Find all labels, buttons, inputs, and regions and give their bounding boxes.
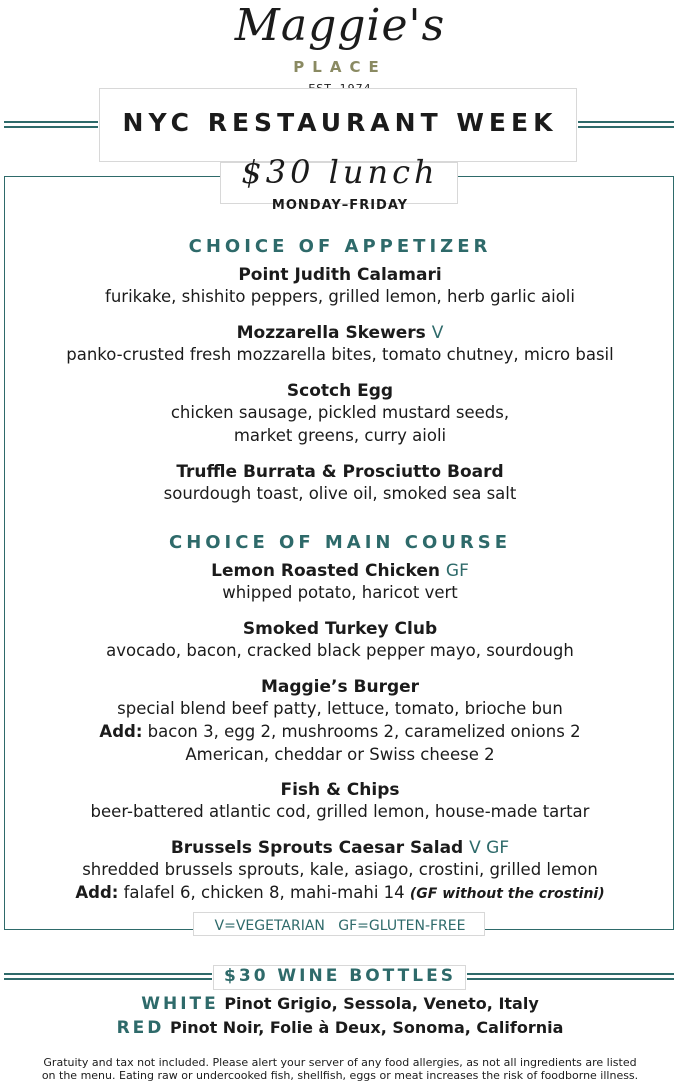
wine-white-text: Pinot Grigio, Sessola, Veneto, Italy [224,994,539,1013]
page-title: NYC RESTAURANT WEEK [122,108,558,137]
menu-item [0,561,680,604]
appetizer-heading: CHOICE OF APPETIZER [188,236,492,257]
menu-item [0,677,680,766]
item-description: special blend beef patty, lettuce, tomato, brioche bun [117,699,563,718]
item-description: sourdough toast, olive oil, smoked sea salt [163,484,517,503]
item-name: Fish & Chips [280,780,400,800]
menu-item [0,323,680,366]
item-name: Lemon Roasted Chicken [211,561,440,581]
item-description: beer-battered atlantic cod, grilled lemon, house-made tartar [90,802,590,821]
wine-red-text: Pinot Noir, Folie à Deux, Sonoma, California [169,1018,564,1037]
add-label: Add: [99,722,143,741]
footer-line: on the menu. Eating raw or undercooked fish, shellfish, eggs or meat increases the risk of foodborne illness. [41,1069,639,1082]
menu-item [0,462,680,505]
item-description: panko-crusted fresh mozzarella bites, tomato chutney, micro basil [66,345,614,364]
menu-item [0,619,680,662]
lunch-price-title: $30 lunch [241,153,439,191]
wine-white-label: WHITE [141,994,219,1014]
add-note: (GF without the crostini) [409,886,605,902]
item-name: Maggie’s Burger [260,677,420,697]
add-label: Add: [75,883,119,902]
item-name: Smoked Turkey Club [242,619,438,639]
item-name: Point Judith Calamari [238,265,442,285]
add-ons-extra: American, cheddar or Swiss cheese 2 [185,745,495,764]
item-name: Brussels Sprouts Caesar Salad [170,838,464,858]
menu-item [0,265,680,308]
item-name: Truffle Burrata & Prosciutto Board [176,462,504,482]
dietary-tag: V GF [469,838,510,858]
item-description: avocado, bacon, cracked black pepper mayo, sourdough [106,641,574,660]
item-name: Scotch Egg [286,381,394,401]
add-ons: falafel 6, chicken 8, mahi-mahi 14 [123,883,405,902]
item-description: market greens, curry aioli [233,426,447,445]
menu-item [0,381,680,447]
item-name: Mozzarella Skewers [236,323,426,343]
footer-line: Gratuity and tax not included. Please alert your server of any food allergies, as not all ingredients are listed [43,1056,637,1069]
wine-heading: $30 WINE BOTTLES [224,966,456,986]
item-description: whipped potato, haricot vert [222,583,458,602]
menu-item [0,838,680,906]
item-description: chicken sausage, pickled mustard seeds, [170,403,510,422]
wine-white [0,994,680,1014]
item-description: shredded brussels sprouts, kale, asiago, crostini, grilled lemon [82,860,598,879]
logo-script: Maggie's [234,0,446,51]
add-ons: bacon 3, egg 2, mushrooms 2, caramelized onions 2 [147,722,581,741]
menu-item [0,780,680,823]
dietary-legend: V=VEGETARIAN GF=GLUTEN-FREE [214,918,466,934]
logo-place: PLACE [293,58,387,76]
dietary-tag: V [431,323,444,343]
wine-red [0,1018,680,1038]
footer-disclaimer [0,1056,680,1082]
lunch-days: MONDAY–FRIDAY [271,198,409,213]
item-description: furikake, shishito peppers, grilled lemon, herb garlic aioli [105,287,575,306]
dietary-tag: GF [445,561,469,581]
main-course-heading: CHOICE OF MAIN COURSE [168,532,512,553]
wine-red-label: RED [116,1018,165,1038]
